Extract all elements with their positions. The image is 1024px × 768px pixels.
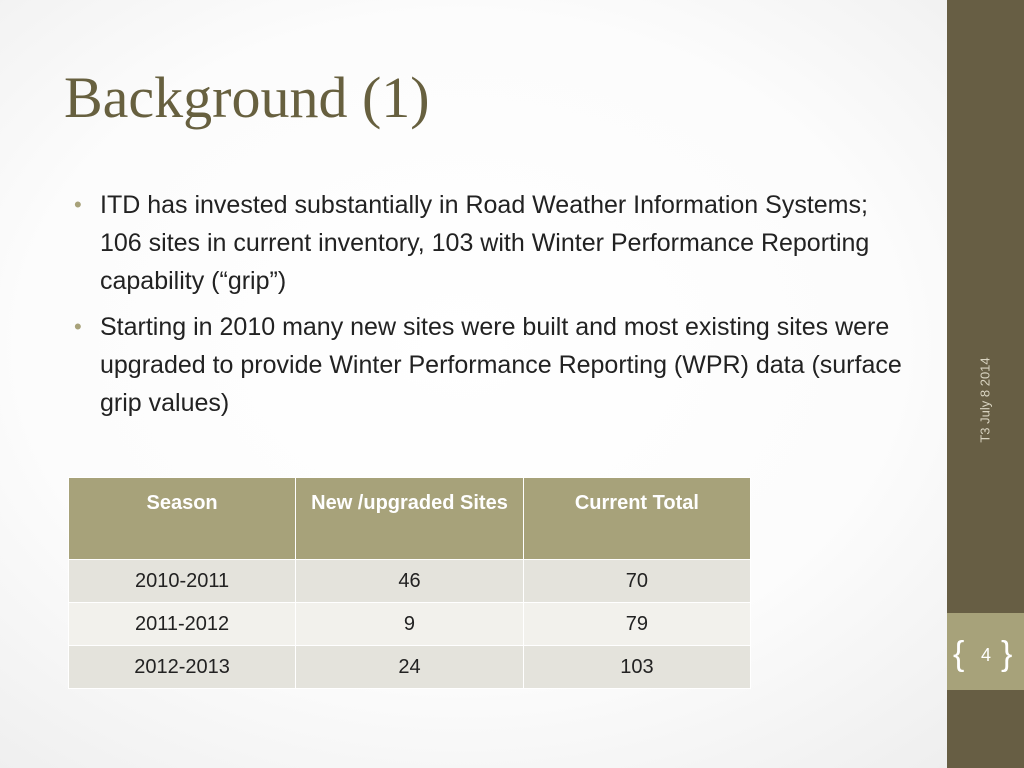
footer-date: T3 July 8 2014 [977, 357, 993, 443]
cell-season: 2010-2011 [69, 560, 296, 603]
table-row [69, 560, 751, 603]
header-new-upgraded-sites: New /upgraded Sites [296, 478, 524, 560]
cell-current-total: 79 [523, 603, 750, 646]
sites-table [68, 477, 751, 689]
bullet-text: ITD has invested substantially in Road Weather Information Systems; 106 sites in current inventory, 103 with Winter Performance Reporting capability (“grip”) [100, 191, 870, 295]
cell-season: 2012-2013 [69, 646, 296, 689]
bullet-item [74, 308, 904, 422]
cell-current-total: 103 [523, 646, 750, 689]
table-row [69, 603, 751, 646]
table-header-row [69, 478, 751, 560]
bullet-list [74, 186, 904, 430]
bullet-item [74, 186, 904, 300]
bullet-text: Starting in 2010 many new sites were built and most existing sites were upgraded to provide Winter Performance Reporting (WPR) data (surface grip values) [100, 313, 902, 417]
page-number: 4 [980, 645, 991, 665]
bullet-dot-icon: • [74, 192, 82, 217]
slide-title: Background (1) [64, 65, 430, 130]
cell-season: 2011-2012 [69, 603, 296, 646]
left-brace-icon: { [953, 635, 965, 673]
table-row [69, 646, 751, 689]
cell-new-sites: 24 [296, 646, 524, 689]
header-current-total: Current Total [523, 478, 750, 560]
cell-current-total: 70 [523, 560, 750, 603]
header-season: Season [69, 478, 296, 560]
bullet-dot-icon: • [74, 314, 82, 339]
cell-new-sites: 46 [296, 560, 524, 603]
right-brace-icon: } [1001, 635, 1013, 673]
cell-new-sites: 9 [296, 603, 524, 646]
